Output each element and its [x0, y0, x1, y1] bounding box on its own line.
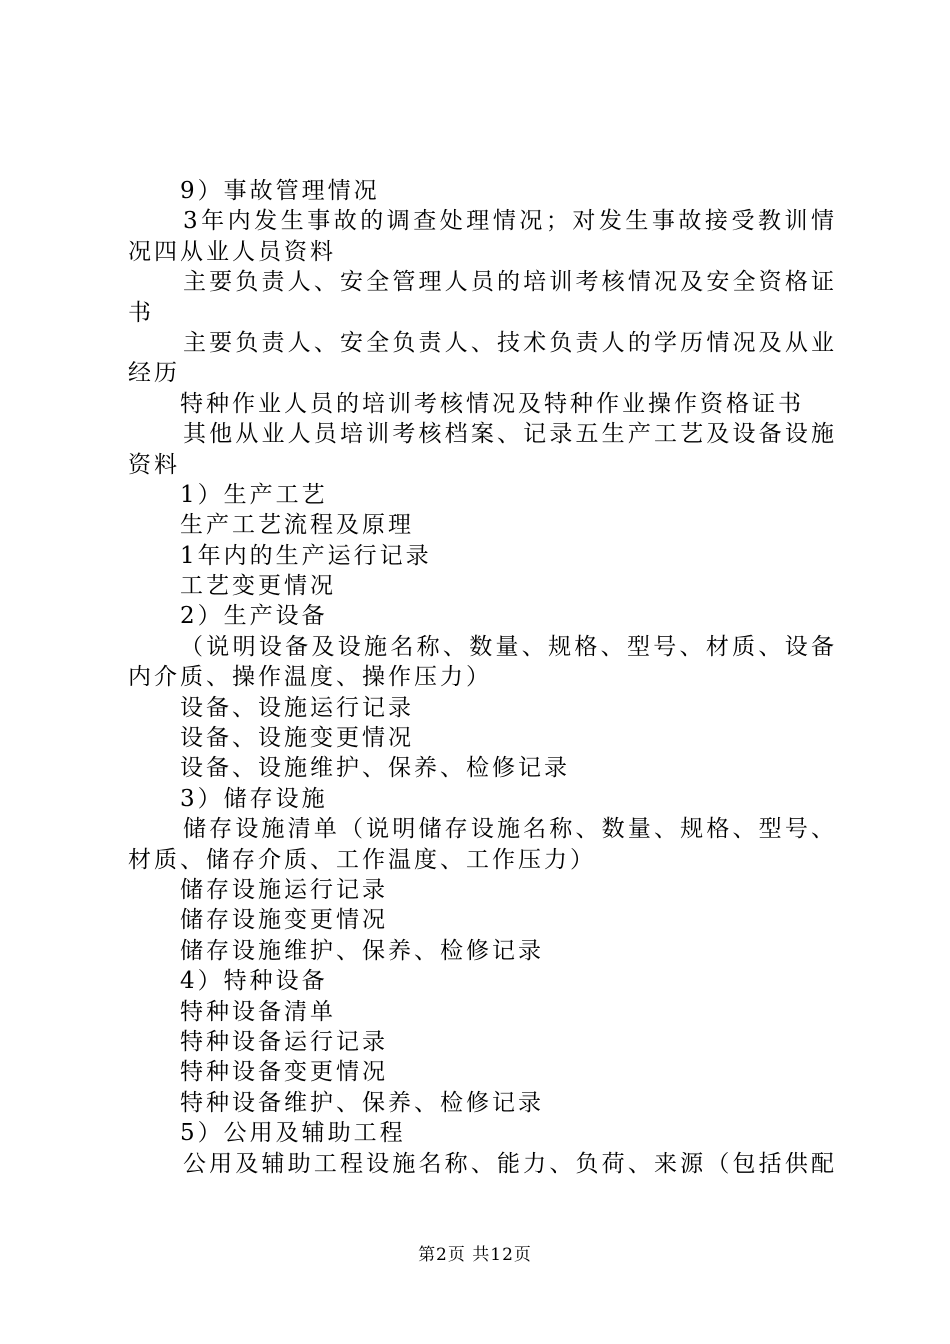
text-line: 2）生产设备	[180, 603, 328, 630]
text-line: 公用及辅助工程设施名称、能力、负荷、来源（包括供配	[183, 1150, 834, 1177]
text-line: 4）特种设备	[180, 968, 328, 995]
text-line: （说明设备及设施名称、数量、规格、型号、材质、设备	[180, 633, 834, 660]
text-line: 资料	[128, 451, 180, 478]
text-line: 储存设施变更情况	[180, 907, 388, 934]
text-line: 书	[128, 299, 154, 326]
text-line: 储存设施维护、保养、检修记录	[180, 937, 544, 964]
text-line: 主要负责人、安全负责人、技术负责人的学历情况及从业	[183, 329, 834, 356]
text-line: 5）公用及辅助工程	[180, 1120, 406, 1147]
text-line: 储存设施清单（说明储存设施名称、数量、规格、型号、	[183, 816, 834, 843]
text-line: 特种设备维护、保养、检修记录	[180, 1089, 544, 1116]
text-line: 设备、设施运行记录	[180, 694, 414, 721]
text-line: 生产工艺流程及原理	[180, 512, 414, 539]
text-line: 况四从业人员资料	[128, 238, 336, 265]
text-line: 材质、储存介质、工作温度、工作压力）	[128, 846, 596, 873]
text-line: 经历	[128, 360, 180, 387]
text-line: 3年内发生事故的调查处理情况；对发生事故接受教训情	[183, 208, 834, 235]
text-line: 其他从业人员培训考核档案、记录五生产工艺及设备设施	[183, 421, 834, 448]
page-number-footer: 第2页 共12页	[418, 1245, 532, 1265]
document-body	[128, 176, 834, 1179]
text-line: 内介质、操作温度、操作压力）	[128, 664, 492, 691]
text-line: 1年内的生产运行记录	[180, 542, 432, 569]
text-line: 特种设备变更情况	[180, 1059, 388, 1086]
text-line: 特种设备清单	[180, 998, 336, 1025]
text-line: 1）生产工艺	[180, 481, 328, 508]
text-line: 储存设施运行记录	[180, 876, 388, 903]
text-line: 工艺变更情况	[180, 573, 336, 600]
text-line: 设备、设施变更情况	[180, 725, 414, 752]
text-line: 特种设备运行记录	[180, 1028, 388, 1055]
text-line: 主要负责人、安全管理人员的培训考核情况及安全资格证	[183, 269, 834, 296]
text-line: 9）事故管理情况	[180, 178, 380, 204]
text-line: 特种作业人员的培训考核情况及特种作业操作资格证书	[180, 390, 804, 417]
text-line: 设备、设施维护、保养、检修记录	[180, 755, 570, 782]
text-line: 3）储存设施	[180, 785, 328, 812]
